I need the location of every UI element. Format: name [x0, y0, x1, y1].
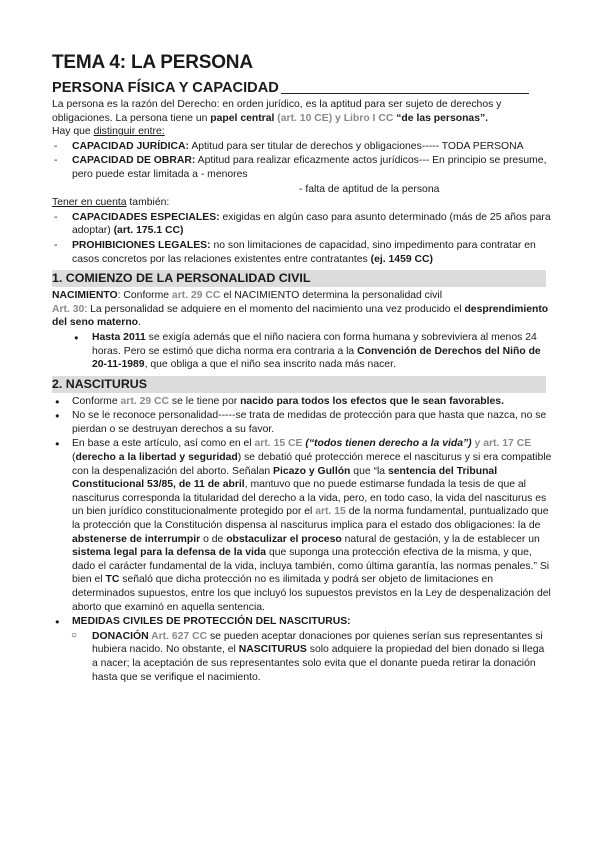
- b3-bold-libertad: derecho a la libertad y seguridad: [75, 452, 238, 464]
- tener-en-cuenta-line: [52, 196, 552, 210]
- nacimiento-ref: art. 29 CC: [171, 290, 221, 302]
- art30-bold: desprendimiento del seno materno: [52, 303, 549, 329]
- b3-text-5: , mantuvo que no puede estimarse fundada la tesis de que al nasciturus corresponda la titularidad del derecho a la vida, pero, en todo caso, la vida del nasciturus es un bien jurídico constitucionalmente protegido por el: [72, 479, 547, 518]
- limit-menores: - menores: [200, 168, 248, 180]
- distinguish-text: Hay que: [52, 126, 94, 138]
- section-heading-personalidad: 1. COMIENZO DE LA PERSONALIDAD CIVIL: [52, 270, 546, 287]
- b3-bold-sentencia: sentencia del Tribunal Constitucional 53/85, de 11 de abril: [72, 465, 498, 491]
- capacidades-especiales-ref: (art. 175.1 CC): [113, 225, 184, 237]
- capacidades-especiales-text: exigidas en algún caso para asunto determinado (más de 25 años para adoptar): [72, 211, 551, 237]
- distinguish-line: [52, 125, 552, 139]
- b3-text-4: que “la: [350, 465, 388, 477]
- b3-ref-15: art. 15: [315, 506, 346, 518]
- intro-ref: (art. 10 CE) y Libro I CC: [274, 112, 394, 124]
- capacidades-especiales-item: [52, 211, 552, 238]
- section-heading-nasciturus: 2. NASCITURUS: [52, 376, 546, 393]
- hasta-2011-text-2: , que obliga a que el niño sea inscrito nada más nacer.: [144, 359, 396, 371]
- capacidad-juridica-text: Aptitud para ser titular de derechos y obligaciones----- TODA PERSONA: [189, 140, 524, 152]
- nacimiento-text: : Conforme: [117, 290, 172, 302]
- bullet1-ref: art. 29 CC: [120, 395, 170, 407]
- b3-bold-obstaculizar: obstaculizar el proceso: [226, 533, 342, 545]
- b3-text-9: que suponga una protección efectiva de la misma, y que, dado el carácter fundamental de la vida, incluya también, como última garantía, las normas penales.” Si bien el: [72, 547, 550, 586]
- b3-text-2: (: [72, 452, 76, 464]
- prohibiciones-item: [52, 239, 552, 266]
- bullet1-bold: nacido para todos los efectos que le sean favorables.: [240, 395, 504, 407]
- nacimiento-label: NACIMIENTO: [52, 290, 118, 302]
- capacidades-especiales-label: CAPACIDADES ESPECIALES:: [72, 211, 220, 223]
- donacion-label: DONACIÓN: [92, 630, 149, 642]
- tener-en-cuenta-text: también:: [126, 197, 170, 209]
- nacimiento-text-2: el NACIMIENTO determina la personalidad civil: [220, 290, 442, 302]
- donacion-bold-nasciturus: NASCITURUS: [238, 644, 307, 656]
- capacidad-juridica-item: [52, 140, 552, 154]
- nacimiento-paragraph: [52, 289, 552, 303]
- donacion-ref: Art. 627 CC: [148, 630, 208, 642]
- b3-text-10: señaló que dicha protección no es ilimitada y podrá ser objeto de limitaciones en determinados supuestos, entre los que incluyó los supuestos previstos en la Ley de despenalización del aborto que examinó en aquella sentencia.: [72, 574, 551, 613]
- prohibiciones-text: no son limitaciones de capacidad, sino impedimento para contratar en casos concretos por las relaciones existentes entre contratantes: [72, 239, 536, 265]
- capacidad-obrar-label: CAPACIDAD DE OBRAR:: [72, 155, 196, 167]
- intro-paragraph: [52, 98, 552, 125]
- limit-falta-aptitud: - falta de aptitud de la persona: [299, 183, 440, 195]
- subtitle-rule: [281, 93, 529, 94]
- art30-ref: Art. 30: [52, 303, 85, 315]
- subtitle-text: PERSONA FÍSICA Y CAPACIDAD: [52, 80, 279, 96]
- nasciturus-bullet-3: [52, 437, 552, 614]
- b3-quote: (“todos tienen derecho a la vida”): [302, 438, 472, 450]
- capacidad-obrar-item: [52, 154, 552, 181]
- capacidad-juridica-label: CAPACIDAD JURÍDICA:: [72, 140, 189, 152]
- art30-text: : La personalidad se adquiere en el momento del nacimiento una vez producido el: [84, 303, 465, 315]
- b3-text-6: de la norma fundamental, puntualizado que la protección que la Constitución dispensa al nasciturus implica para el estado dos obligaciones: la de: [72, 506, 549, 532]
- donacion-item: [52, 630, 552, 684]
- bullet1-text: Conforme: [72, 395, 121, 407]
- b3-text-3: ) se debatió qué protección merece el nasciturus y si era compatible con la despenalización del aborto. Señalan: [72, 452, 552, 477]
- distinguish-underlined: distinguir entre:: [93, 126, 165, 138]
- convencion-bold: Convención de Derechos del Niño de 20-11-1989: [92, 345, 541, 371]
- nasciturus-bullet-1: [52, 395, 552, 409]
- prohibiciones-label: PROHIBICIONES LEGALES:: [72, 239, 211, 251]
- b3-ref-17ce: y art. 17 CE: [471, 438, 532, 450]
- hasta-2011-text: se exigía además que el niño naciera con forma humana y sobreviviera al menos 24 horas. Pero se estimó que dicha norma era contraria a la: [92, 331, 537, 357]
- donacion-text: se pueden aceptar donaciones por quienes serían sus representantes si hubiera nacido. No obstante, el: [92, 630, 543, 656]
- b3-bold-picazo: Picazo y Gullón: [273, 465, 351, 477]
- b3-ref-15ce: art. 15 CE: [254, 438, 303, 450]
- document-page: [52, 52, 552, 685]
- bullet1-text-2: se le tiene por: [169, 395, 241, 407]
- hasta-2011-bullet: [52, 331, 552, 372]
- nasciturus-bullet-2: ● No se le reconoce personalidad-----se trata de medidas de protección para que hasta que nazca, no se pierdan o se destruyan derechos a su favor.: [52, 409, 552, 436]
- intro-bold-quote: “de las personas”.: [393, 112, 489, 124]
- b3-bold-sistema: sistema legal para la defensa de la vida: [72, 547, 267, 559]
- b3-bold-tc: TC: [105, 574, 120, 586]
- hasta-2011-bold: Hasta 2011: [92, 331, 146, 343]
- art30-period: .: [138, 317, 141, 329]
- prohibiciones-ref: (ej. 1459 CC): [370, 253, 433, 265]
- intro-text: La persona es la razón del Derecho: en orden jurídico, es la aptitud para ser sujeto de derechos y obligaciones. La persona tiene un: [52, 99, 502, 124]
- intro-bold: papel central: [210, 112, 275, 124]
- b3-text-1: En base a este artículo, así como en el: [72, 438, 255, 450]
- medidas-civiles-bullet: ● MEDIDAS CIVILES DE PROTECCIÓN DEL NASCITURUS:: [52, 615, 552, 629]
- page-title: TEMA 4: LA PERSONA: [52, 52, 253, 73]
- art30-paragraph: [52, 303, 552, 330]
- section-subtitle: [52, 79, 552, 97]
- b3-bold-abstenerse: abstenerse de interrumpir: [72, 533, 201, 545]
- capacidad-obrar-text: Aptitud para realizar eficazmente actos jurídicos--- En principio se presume, pero puede estar limitada a: [72, 155, 547, 180]
- donacion-text-2: solo adquiere la propiedad del bien donado si llega a nacer; la aceptación de sus representantes solo evita que el donante pueda retirar la donación hasta que se verifique el nacimiento.: [92, 644, 545, 683]
- b3-text-8: natural de gestación, y la de establecer un: [341, 533, 540, 545]
- b3-text-7: o de: [200, 533, 227, 545]
- tener-en-cuenta-underlined: Tener en cuenta: [52, 197, 127, 209]
